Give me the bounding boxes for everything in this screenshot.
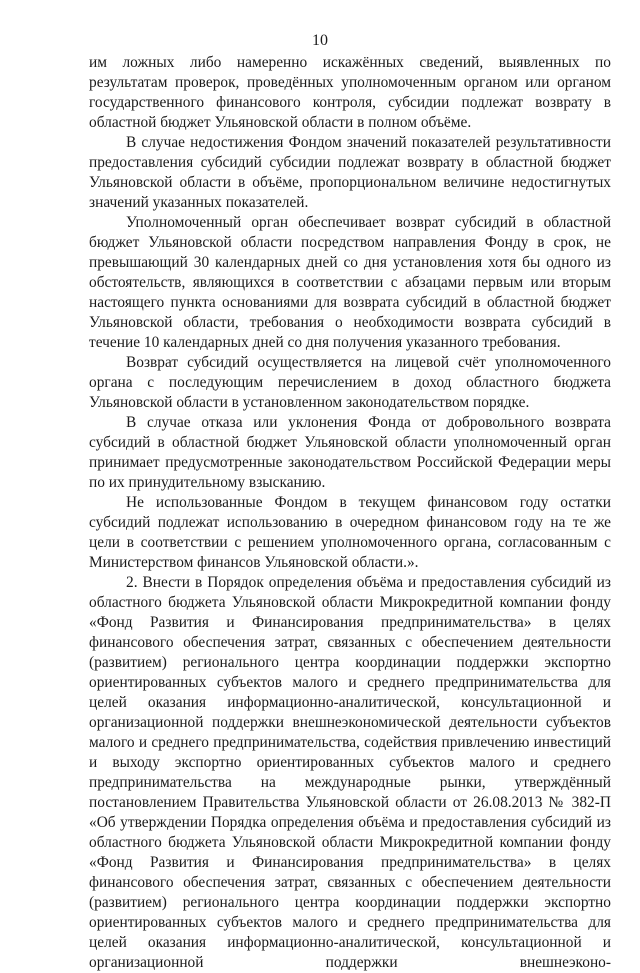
page-number: 10	[312, 32, 328, 49]
paragraph-return-procedure: Уполномоченный орган обеспечивает возврат субсидий в областной бюджет Ульяновской области посредством направления Фонду в срок, не превышающий 30 календарных дней со дня установления хотя бы одного из обстоятельств, являющихся в соответствии с абзацами первым или вторым настоящего пункта основаниями для возврата субсидий в областной бюджет Ульяновской области, требования о необходимости возврата субсидий в течение 10 календарных дней со дня получения указанного требования.	[89, 214, 611, 351]
paragraph-refusal: В случае отказа или уклонения Фонда от добровольного возврата субсидий в областной бюджет Ульяновской области уполномоченный орган принимает предусмотренные законодательством Российской Федерации меры по их принудительному взысканию.	[89, 414, 611, 491]
paragraph-unused-balances: Не использованные Фондом в текущем финансовом году остатки субсидий подлежат использованию в очередном финансовом году на те же цели в соответствии с решением уполномоченного органа, согласованным с Министерством финансов Ульяновской области.».	[89, 494, 611, 571]
paragraph-return-account: Возврат субсидий осуществляется на лицевой счёт уполномоченного органа с последующим перечислением в доход областного бюджета Ульяновской области в установленном законодательством порядке.	[89, 354, 611, 411]
paragraph-continuation: им ложных либо намеренно искажённых сведений, выявленных по результатам проверок, проведённых уполномоченным органом или органом государственного финансового контроля, субсидии подлежат возврату в областной бюджет Ульяновской области в полном объёме.	[89, 54, 611, 131]
document-body	[89, 53, 611, 973]
paragraph-item-2: 2. Внести в Порядок определения объёма и предоставления субсидий из областного бюджета Ульяновской области Микрокредитной компании фонду «Фонд Развития и Финансирования предпринимательства» в целях финансового обеспечения затрат, связанных с обеспечением деятельности (развитием) регионального центра координации поддержки экспортно ориентированных субъектов малого и среднего предпринимательства для целей оказания информационно-аналитической, консультационной и организационной поддержки внешнеэкономической деятельности субъектов малого и среднего предпринимательства, содействия привлечению инвестиций и выходу экспортно ориентированных субъектов малого и среднего предпринимательства на международные рынки, утверждённый постановлением Правительства Ульяновской области от 26.08.2013 № 382-П «Об утверждении Порядка определения объёма и предоставления субсидий из областного бюджета Ульяновской области Микрокредитной компании фонду «Фонд Развития и Финансирования предпринимательства» в целях финансового обеспечения затрат, связанных с обеспечением деятельности (развитием) регионального центра координации поддержки экспортно ориентированных субъектов малого и среднего предпринимательства для целей оказания информационно-аналитической, консультационной и организационной поддержки внешнеэконо-	[89, 574, 611, 971]
paragraph-indicators-return: В случае недостижения Фондом значений показателей результативности предоставления субсидий субсидии подлежат возврату в областной бюджет Ульяновской области в объёме, пропорциональном величине недостигнутых значений указанных показателей.	[89, 134, 611, 211]
